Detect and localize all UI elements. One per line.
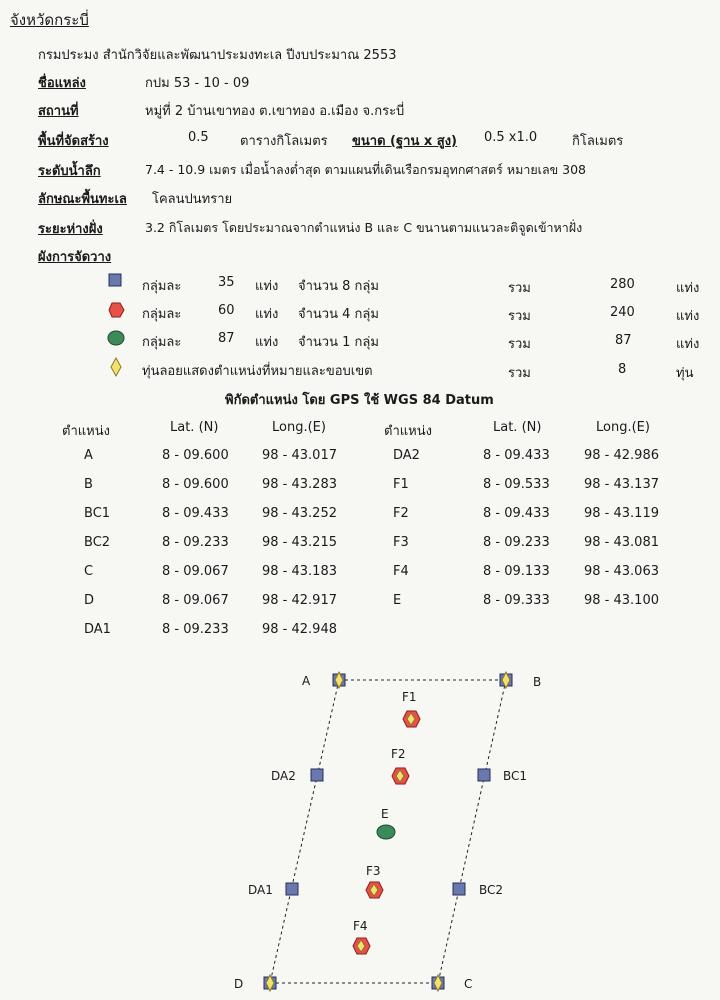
diagram-label-f2: F2 [391,747,406,761]
point-a-square [333,674,345,686]
point-d-square [264,977,276,989]
legend-total-label: รวม [508,366,531,381]
legend-total: 240 [610,305,635,320]
location-value: หมู่ที่ 2 บ้านเขาทอง ต.เขาทอง อ.เมือง จ.กระบี่ [145,104,405,119]
diagram-label-da1: DA1 [248,883,273,897]
cell-lat: 8 - 09.533 [483,477,550,492]
legend-red-hexagon-icon [109,303,124,317]
diagram-label-f3: F3 [366,864,381,878]
cell-position: BC1 [84,506,111,521]
cell-lat: 8 - 09.600 [162,448,229,463]
legend-desc: กลุ่มละ [142,335,182,350]
cell-long: 98 - 43.081 [584,535,659,550]
cell-long: 98 - 43.119 [584,506,659,521]
point-f1-hexagon [403,711,420,727]
red-hexagon-group [353,711,420,954]
cell-position: A [84,448,93,463]
gps-title: พิกัดตำแหน่ง โดย GPS ใช้ WGS 84 Datum [225,393,494,408]
cell-position: C [84,564,94,579]
province-title: จังหวัดกระบี่ [10,11,89,29]
cell-position: DA2 [393,448,420,463]
buoy-f4-icon [357,940,365,952]
cell-position: F3 [393,535,409,550]
legend-count: 60 [218,303,235,318]
legend-groups: จำนวน 4 กลุ่ม [298,307,379,322]
header-line: กรมประมง สำนักวิจัยและพัฒนาประมงทะเล ปีงบประมาณ 2553 [38,48,397,63]
point-da2-square [311,769,323,781]
cell-position: F4 [393,564,409,579]
legend-unit: แท่ง [255,279,279,294]
point-bc1-square [478,769,490,781]
size-value: 0.5 x1.0 [484,130,538,145]
legend-total: 8 [618,362,627,377]
point-b-square [500,674,512,686]
cell-long: 98 - 42.986 [584,448,659,463]
point-c-square [432,977,444,989]
header-long: Long.(E) [596,420,650,435]
cell-position: E [393,593,402,608]
legend-unit: แท่ง [255,307,279,322]
legend-blue-square-icon [109,274,121,286]
legend-total-label: รวม [508,309,531,324]
diagram-label-f1: F1 [402,690,417,704]
diagram-label-c: C [464,977,473,991]
diagram-label-bc2: BC2 [479,883,504,897]
cell-lat: 8 - 09.333 [483,593,550,608]
cell-lat: 8 - 09.433 [162,506,229,521]
cell-long: 98 - 43.252 [262,506,337,521]
diagram-label-da2: DA2 [271,769,296,783]
location-label: สถานที่ [38,104,79,119]
buoy-b-icon [502,672,510,688]
point-f3-hexagon [366,882,383,898]
cell-lat: 8 - 09.233 [162,622,229,637]
cell-lat: 8 - 09.433 [483,506,550,521]
header-position: ตำแหน่ง [384,424,432,439]
cell-position: DA1 [84,622,111,637]
point-f4-hexagon [353,938,370,954]
cell-long: 98 - 43.183 [262,564,337,579]
area-unit: ตารางกิโลเมตร [240,134,328,149]
size-unit: กิโลเมตร [572,134,624,149]
depth-label: ระดับน้ำลึก [38,164,101,179]
legend-count: 35 [218,275,235,290]
diagram-label-bc1: BC1 [503,769,528,783]
buoy-f3-icon [370,884,378,896]
cell-lat: 8 - 09.600 [162,477,229,492]
cell-long: 98 - 43.215 [262,535,337,550]
cell-lat: 8 - 09.133 [483,564,550,579]
legend-total-unit: แท่ง [676,337,700,352]
legend-total-unit: ทุ่น [676,366,694,381]
legend-total: 87 [615,333,632,348]
cell-lat: 8 - 09.233 [483,535,550,550]
distance-value: 3.2 กิโลเมตร โดยประมาณจากตำแหน่ง B และ C ขนานตามแนวละติจูดเข้าหาฝั่ง [145,220,583,235]
diagram-label-e: E [381,807,389,821]
diagram-label-b: B [533,675,542,689]
point-e-circle [377,825,395,839]
distance-label: ระยะห่างฝั่ง [38,222,103,237]
seabed-label: ลักษณะพื้นทะเล [38,192,127,207]
buoy-f1-icon [407,713,415,725]
site-name-label: ชื่อแหล่ง [38,76,86,91]
legend-unit: แท่ง [255,335,279,350]
cell-long: 98 - 43.017 [262,448,337,463]
depth-value: 7.4 - 10.9 เมตร เมื่อน้ำลงต่ำสุด ตามแผนที่เดินเรือกรมอุทกศาสตร์ หมายเลข 308 [145,162,586,177]
legend-groups: จำนวน 1 กลุ่ม [298,335,379,350]
cell-position: D [84,593,95,608]
diagram-label-f4: F4 [353,919,368,933]
seabed-value: โคลนปนทราย [152,192,233,207]
cell-lat: 8 - 09.067 [162,564,229,579]
cell-long: 98 - 43.283 [262,477,337,492]
boundary-lines [270,680,506,983]
legend-desc: กลุ่มละ [142,307,182,322]
legend-groups: จำนวน 8 กลุ่ม [298,279,379,294]
area-value: 0.5 [188,130,209,145]
legend-green-circle-icon [108,331,124,345]
legend-desc: กลุ่มละ [142,279,182,294]
legend-total-label: รวม [508,337,531,352]
cell-long: 98 - 43.100 [584,593,659,608]
point-bc2-square [453,883,465,895]
legend-yellow-buoy-icon [111,358,121,376]
cell-long: 98 - 42.948 [262,622,337,637]
legend-total-unit: แท่ง [676,309,700,324]
layout-label: ผังการจัดวาง [38,250,112,265]
cell-position: BC2 [84,535,111,550]
header-position: ตำแหน่ง [62,424,110,439]
point-f2-hexagon [392,768,409,784]
header-lat: Lat. (N) [493,420,542,435]
diagram-label-d: D [234,977,244,991]
cell-long: 98 - 43.063 [584,564,659,579]
legend-total-label: รวม [508,281,531,296]
point-da1-square [286,883,298,895]
cell-position: F2 [393,506,409,521]
buoy-c-icon [434,975,442,991]
legend-desc: ทุ่นลอยแสดงตำแหน่งที่หมายและขอบเขต [142,364,373,379]
header-lat: Lat. (N) [170,420,219,435]
cell-lat: 8 - 09.433 [483,448,550,463]
cell-long: 98 - 42.917 [262,593,337,608]
cell-lat: 8 - 09.233 [162,535,229,550]
buoy-f2-icon [396,770,404,782]
header-long: Long.(E) [272,420,326,435]
diagram-label-a: A [302,674,311,688]
cell-position: B [84,477,93,492]
area-label: พื้นที่จัดสร้าง [38,134,109,149]
site-name-value: กปม 53 - 10 - 09 [145,76,250,91]
legend-total-unit: แท่ง [676,281,700,296]
size-label: ขนาด (ฐาน x สูง) [352,134,458,149]
legend-count: 87 [218,331,235,346]
cell-lat: 8 - 09.067 [162,593,229,608]
cell-position: F1 [393,477,409,492]
cell-long: 98 - 43.137 [584,477,659,492]
buoy-d-icon [266,975,274,991]
buoy-a-icon [335,672,343,688]
legend-total: 280 [610,277,635,292]
